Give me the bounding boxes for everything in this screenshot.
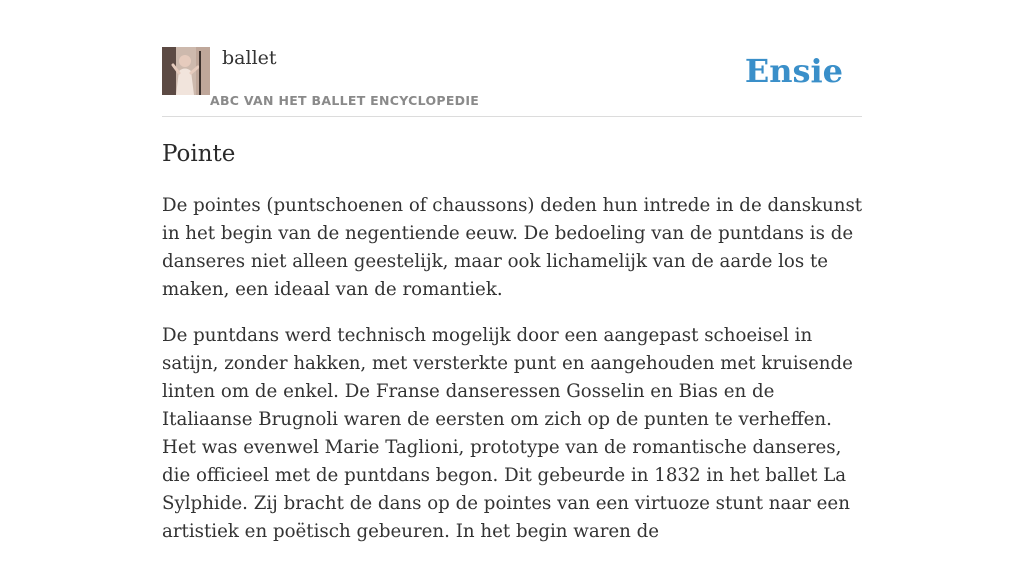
article-paragraph: De pointes (puntschoenen of chaussons) deden hun intrede in de danskunst in het begin van de negentiende eeuw. De bedoeling van de puntdans is de danseres niet alleen geestelijk, maar ook lichamelijk van de aarde los te maken, een ideaal van de romantiek. xyxy=(162,195,863,300)
article-paragraph: De puntdans werd technisch mogelijk door een aangepast schoeisel in satijn, zonder hakken, met versterkte punt en aangehouden met kruisende linten om de enkel. De Franse danseressen Gosselin en Bias en de Italiaanse Brugnoli waren de eersten om zich op de punten te verheffen. Het was evenwel Marie Taglioni, prototype van de romantische danseres, die officieel met de puntdans begon. Dit gebeurde in 1832 in het ballet La Sylphide. Zij bracht de dans op de pointes van een virtuoze stunt naar een artistiek en poëtisch gebeuren. In het begin waren de xyxy=(162,325,853,542)
tag-name[interactable]: ballet xyxy=(222,47,277,69)
article-body xyxy=(162,192,866,564)
page-title: Pointe xyxy=(162,141,236,167)
avatar[interactable] xyxy=(162,47,210,95)
dancer-photo-icon xyxy=(162,47,210,95)
brand-logo[interactable]: Ensie xyxy=(744,52,843,90)
page-header xyxy=(162,46,862,117)
encyclopedia-subtitle[interactable]: ABC VAN HET BALLET ENCYCLOPEDIE xyxy=(210,93,480,108)
